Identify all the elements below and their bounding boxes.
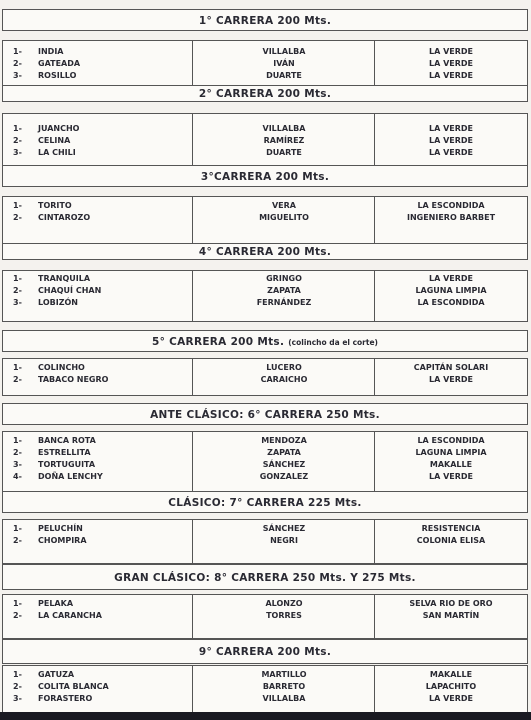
origin-place: LA VERDE xyxy=(429,375,473,384)
race-header xyxy=(2,165,528,187)
race-entries-table xyxy=(2,594,528,639)
horse-name: CELINA xyxy=(38,136,71,145)
jockey-name: VILLALBA xyxy=(262,124,306,133)
race-header xyxy=(2,243,528,260)
origin-place: MAKALLE xyxy=(429,670,473,679)
origin-place: MAKALLE xyxy=(429,460,473,469)
cut-off-footer-text xyxy=(0,712,531,720)
horse-name: TRANQUILA xyxy=(38,274,91,283)
entry-number: 4- xyxy=(13,472,22,481)
race-header xyxy=(2,491,528,513)
horse-name: LA CHILI xyxy=(38,148,76,157)
horse-name: BANCA ROTA xyxy=(38,436,96,445)
race-title: GRAN CLÁSICO: 8° CARRERA 250 Mts. Y 275 Mts. xyxy=(114,572,416,584)
horse-name: FORASTERO xyxy=(38,694,93,703)
entry-number: 3- xyxy=(13,71,22,80)
jockey-name: LUCERO xyxy=(266,363,302,372)
horse-name: CINTAROZO xyxy=(38,213,91,222)
horse-name: LA CARANCHA xyxy=(38,611,102,620)
origin-place: LA VERDE xyxy=(429,148,473,157)
horse-name: PELUCHÍN xyxy=(38,524,83,533)
origin-place: LA VERDE xyxy=(429,59,473,68)
horse-name: LOBIZÓN xyxy=(38,298,78,307)
race-entries-table xyxy=(2,665,528,715)
jockey-name: SÁNCHEZ xyxy=(262,524,306,533)
race-header xyxy=(2,85,528,102)
horse-name: JUANCHO xyxy=(38,124,80,133)
race-note: (colincho da el corte) xyxy=(288,338,378,347)
origin-place: RESISTENCIA xyxy=(421,524,481,533)
jockey-name: RAMÍREZ xyxy=(263,136,305,145)
jockey-name: CARAICHO xyxy=(260,375,308,384)
horse-name: TORTUGUITA xyxy=(38,460,96,469)
origin-place: INGENIERO BARBET xyxy=(406,213,496,222)
entry-number: 2- xyxy=(13,536,22,545)
origin-place: LA VERDE xyxy=(429,124,473,133)
entry-number: 2- xyxy=(13,136,22,145)
origin-place: LA VERDE xyxy=(429,694,473,703)
entry-number: 1- xyxy=(13,124,22,133)
race-title: 3°CARRERA 200 Mts. xyxy=(200,171,330,183)
jockey-name: GONZALEZ xyxy=(259,472,309,481)
jockey-name: ALONZO xyxy=(265,599,303,608)
jockey-name: TORRES xyxy=(266,611,302,620)
entry-number: 2- xyxy=(13,375,22,384)
race-entries-table xyxy=(2,196,528,245)
jockey-name: NEGRI xyxy=(270,536,298,545)
jockey-name: ZAPATA xyxy=(267,286,301,295)
horse-name: COLINCHO xyxy=(38,363,85,372)
jockey-name: DUARTE xyxy=(266,71,302,80)
race-entries-table xyxy=(2,519,528,564)
origin-place: LA VERDE xyxy=(429,47,473,56)
race-title: 2° CARRERA 200 Mts. xyxy=(198,88,332,100)
entry-number: 1- xyxy=(13,47,22,56)
jockey-name: VILLALBA xyxy=(262,694,306,703)
entry-number: 1- xyxy=(13,436,22,445)
origin-place: COLONIA ELISA xyxy=(416,536,486,545)
race-title: 4° CARRERA 200 Mts. xyxy=(198,246,332,258)
race-entries-table xyxy=(2,431,528,492)
entry-number: 3- xyxy=(13,694,22,703)
origin-place: LAGUNA LIMPIA xyxy=(415,448,487,457)
entry-number: 1- xyxy=(13,524,22,533)
race-title: CLÁSICO: 7° CARRERA 225 Mts. xyxy=(168,497,362,509)
jockey-name: SÁNCHEZ xyxy=(262,460,306,469)
horse-name: CHAQUÍ CHAN xyxy=(38,286,102,295)
entry-number: 3- xyxy=(13,460,22,469)
entry-number: 2- xyxy=(13,59,22,68)
horse-name: TABACO NEGRO xyxy=(38,375,109,384)
origin-place: LA VERDE xyxy=(429,274,473,283)
entry-number: 3- xyxy=(13,298,22,307)
race-entries-table xyxy=(2,40,528,86)
horse-name: CHOMPIRA xyxy=(38,536,87,545)
race-title: ANTE CLÁSICO: 6° CARRERA 250 Mts. xyxy=(150,409,380,421)
jockey-name: VILLALBA xyxy=(262,47,306,56)
horse-name: INDIA xyxy=(38,47,64,56)
horse-name: TORITO xyxy=(38,201,72,210)
jockey-name: ZAPATA xyxy=(267,448,301,457)
race-header xyxy=(2,639,528,664)
horse-name: GATUZA xyxy=(38,670,75,679)
horse-name: DOÑA LENCHY xyxy=(38,472,103,481)
jockey-name: VERA xyxy=(271,201,296,210)
race-header xyxy=(2,330,528,352)
horse-name: PELAKA xyxy=(38,599,74,608)
horse-name: GATEADA xyxy=(38,59,81,68)
origin-place: LA VERDE xyxy=(429,472,473,481)
entry-number: 1- xyxy=(13,599,22,608)
race-header xyxy=(2,9,528,31)
origin-place: SELVA RIO DE ORO xyxy=(409,599,493,608)
origin-place: LA ESCONDIDA xyxy=(417,436,485,445)
race-header xyxy=(2,403,528,425)
entry-number: 2- xyxy=(13,448,22,457)
jockey-name: IVÁN xyxy=(273,59,295,68)
horse-name: ESTRELLITA xyxy=(38,448,91,457)
origin-place: CAPITÁN SOLARI xyxy=(413,363,489,372)
jockey-name: BARRETO xyxy=(262,682,306,691)
entry-number: 3- xyxy=(13,148,22,157)
origin-place: LA VERDE xyxy=(429,71,473,80)
race-entries-table xyxy=(2,113,528,166)
jockey-name: GRINGO xyxy=(266,274,302,283)
entry-number: 2- xyxy=(13,213,22,222)
entry-number: 2- xyxy=(13,611,22,620)
horse-name: COLITA BLANCA xyxy=(38,682,109,691)
race-entries-table xyxy=(2,358,528,396)
race-entries-table xyxy=(2,270,528,322)
origin-place: LAGUNA LIMPIA xyxy=(415,286,487,295)
race-header xyxy=(2,564,528,590)
entry-number: 1- xyxy=(13,363,22,372)
horse-name: ROSILLO xyxy=(38,71,77,80)
entry-number: 1- xyxy=(13,670,22,679)
race-title: 1° CARRERA 200 Mts. xyxy=(198,15,332,27)
entry-number: 1- xyxy=(13,201,22,210)
jockey-name: DUARTE xyxy=(266,148,302,157)
race-title: 5° CARRERA 200 Mts. xyxy=(152,336,285,348)
origin-place: LA VERDE xyxy=(429,136,473,145)
jockey-name: MENDOZA xyxy=(261,436,307,445)
entry-number: 2- xyxy=(13,286,22,295)
origin-place: LA ESCONDIDA xyxy=(417,201,485,210)
race-title: 9° CARRERA 200 Mts. xyxy=(198,646,332,658)
origin-place: LAPACHITO xyxy=(425,682,477,691)
jockey-name: MIGUELITO xyxy=(259,213,309,222)
entry-number: 2- xyxy=(13,682,22,691)
jockey-name: FERNÁNDEZ xyxy=(256,298,312,307)
origin-place: LA ESCONDIDA xyxy=(417,298,485,307)
jockey-name: MARTILLO xyxy=(261,670,307,679)
origin-place: SAN MARTÍN xyxy=(422,611,480,620)
entry-number: 1- xyxy=(13,274,22,283)
